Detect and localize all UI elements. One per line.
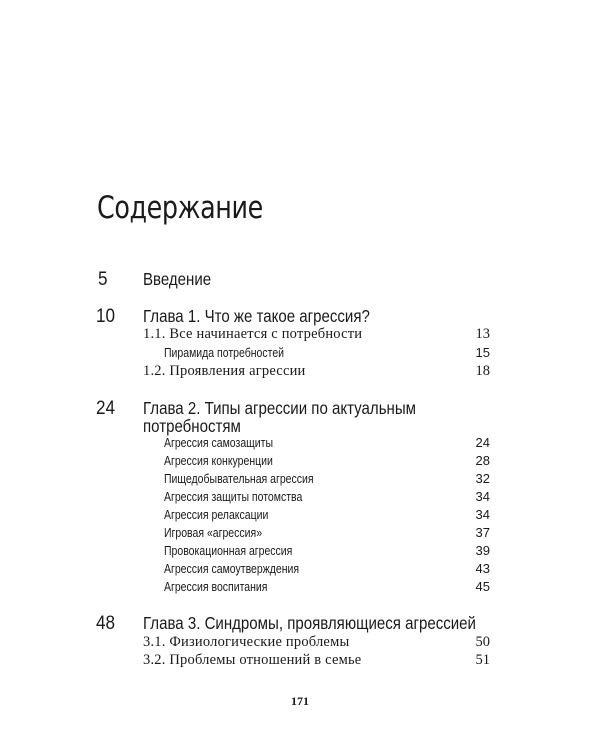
page-number-folio: 171 [291, 694, 309, 708]
toc-item-title: Агрессия релаксации [164, 508, 269, 522]
toc-subentry-title: 1.1. Все начинается с потребности [143, 326, 363, 342]
toc-subentry-title: 3.2. Проблемы отношений в семье [143, 652, 362, 668]
toc-item-page: 24 [475, 435, 490, 450]
toc-item-title: Агрессия самозащиты [164, 436, 274, 450]
toc-subentry-title: 3.1. Физиологические проблемы [143, 634, 350, 650]
toc-item-title: Провокационная агрессия [164, 544, 293, 558]
toc-subentry-page: 51 [475, 652, 490, 668]
toc-chapter-title: Глава 1. Что же такое агрессия? [143, 306, 370, 326]
toc-chapter-title: Введение [143, 269, 212, 289]
toc-item-page: 45 [475, 579, 490, 594]
page-title: Содержание [97, 190, 263, 226]
toc-page-number: 5 [98, 269, 108, 290]
toc-chapter-title: Глава 3. Синдромы, проявляющиеся агрессией [143, 613, 476, 633]
toc-page-number: 10 [96, 306, 116, 327]
toc-item-page: 43 [475, 561, 490, 576]
toc-chapter-title: Глава 2. Типы агрессии по актуальным [143, 398, 417, 418]
toc-subentry-page: 15 [475, 345, 490, 360]
toc-item-page: 32 [475, 471, 490, 486]
toc-chapter-title-continued: потребностям [143, 416, 241, 436]
toc-item-title: Игровая «агрессия» [164, 526, 263, 540]
toc-item-title: Пищедобывательная агрессия [164, 472, 314, 486]
toc-item-page: 37 [475, 525, 490, 540]
toc-item-title: Агрессия самоутверждения [164, 562, 300, 576]
toc-item-page: 39 [475, 543, 490, 558]
toc-item-title: Агрессия защиты потомства [164, 490, 303, 504]
toc-page-number: 24 [96, 398, 116, 419]
toc-subentry-page: 18 [475, 363, 490, 379]
toc-item-title: Агрессия воспитания [164, 580, 268, 594]
toc-subentry-title: Пирамида потребностей [164, 346, 285, 360]
toc-item-page: 34 [475, 507, 490, 522]
toc-item-title: Агрессия конкуренции [164, 454, 273, 468]
toc-page-number: 48 [96, 613, 116, 634]
toc-subentry-page: 50 [475, 634, 490, 650]
toc-subentry-title: 1.2. Проявления агрессии [143, 363, 306, 379]
toc-item-page: 34 [475, 489, 490, 504]
toc-subentry-page: 13 [475, 326, 490, 342]
toc-item-page: 28 [475, 453, 490, 468]
